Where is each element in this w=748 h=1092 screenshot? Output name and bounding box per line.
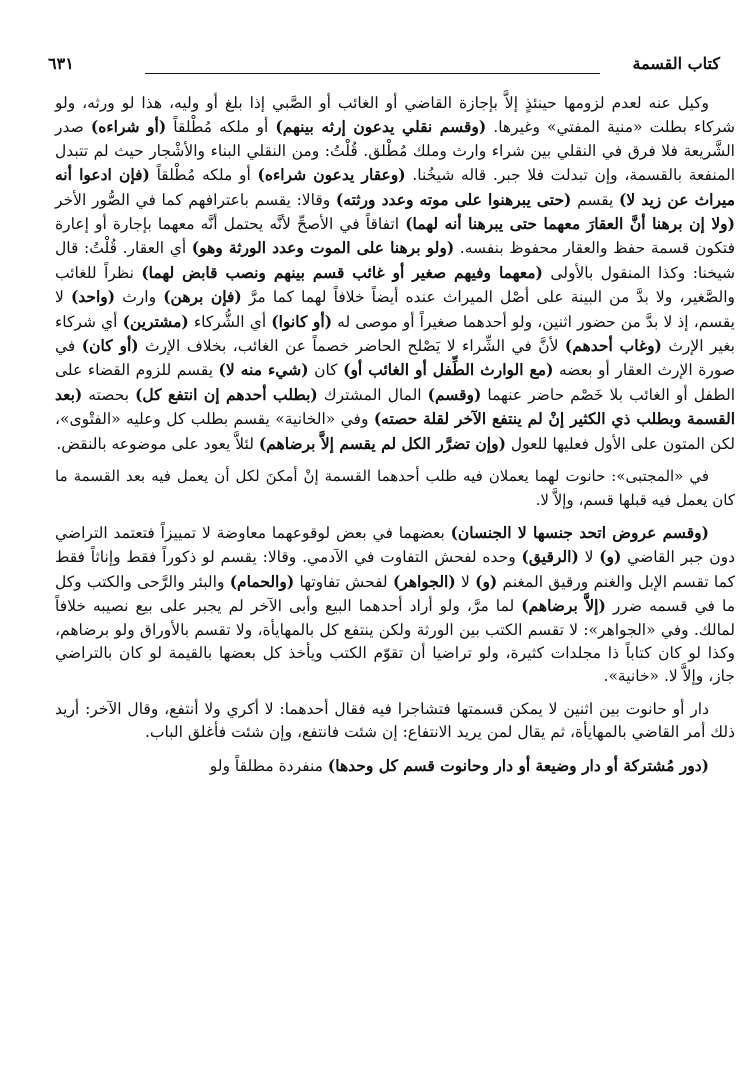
sharh-text: وفي «الخانية» يقسم بطلب كل وعليه «الفتْوى»، لكن المتون على الأول فعليها للعول [55, 410, 735, 453]
matn-bold-text: (وقسم عروض اتحد جنسها لا الجنسان) [450, 522, 709, 542]
matn-bold-text: (ولو برهنا على الموت وعدد الورثة وهو) [191, 238, 455, 258]
matn-bold-text: (بطلب أحدهم إن انتفع كل) [135, 384, 318, 404]
matn-bold-text: (الرقيق) [521, 547, 579, 567]
matn-bold-text: (حتى يبرهنوا على موته وعدد ورثته) [335, 189, 572, 209]
matn-bold-text: (إلاَّ برضاهم) [521, 596, 606, 616]
sharh-text: المال المشترك [317, 385, 428, 404]
sharh-text: يقسم [571, 190, 620, 209]
paragraph [55, 698, 735, 745]
sharh-text: دار أو حانوت بين اثنين لا يمكن قسمتها فتشاجرا فيه فقال أحدهما: لا أكري ولا أنتفع، وقال الآخر: أريد ذلك أمر القاضي بالمهايأة، ثم يقال لمن يريد الانتفاع: إن شئت فانتفع، وإن شئت فأغلق الباب. [55, 699, 735, 742]
sharh-text: منفردة مطلقاً ولو [209, 756, 328, 775]
sharh-text: لا [578, 548, 600, 567]
matn-bold-text: (وقسم) [427, 384, 482, 404]
matn-bold-text: (أو كانوا) [271, 311, 333, 331]
matn-bold-text: (أو كان) [81, 336, 139, 356]
sharh-text: لا [455, 572, 476, 591]
sharh-text: يقسم للزوم القضاء على الطفل أو الغائب بلا خَصْم حاضر عنهما [55, 361, 736, 404]
sharh-text: أو ملكه مُطْلقاً [149, 166, 258, 185]
paragraph [55, 521, 735, 689]
matn-bold-text: (وقسم نقلي يدعون إرثه بينهم) [275, 117, 487, 137]
sharh-text: أي شركاء بغير الإرث [55, 312, 735, 356]
sharh-text: والبئر والرَّحى والكتب وكل ما في قسمه ضرر [55, 572, 735, 616]
matn-bold-text: (شيء منه لا) [218, 360, 309, 380]
sharh-text: لفحش تفاوتها [294, 572, 393, 591]
matn-bold-text: (والحمام) [229, 571, 295, 591]
page-header [40, 50, 720, 84]
matn-bold-text: (الجواهر) [392, 571, 456, 591]
sharh-text: لئلاَّ يعود على موضوعه بالنقض. [56, 434, 259, 453]
sharh-text: أو ملكه مُطْلقاً [166, 118, 276, 137]
sharh-text: صدر الشَّريعة فلا فرق في النقلي بين شراء وارث وملك مُطْلق. قُلْتُ: ومن النقلي البناء والأشْجار حيث لم تتبدل المنفعة بالقسمة، وإن تبدلت فلا جبر. قاله شيخُنا. [55, 118, 736, 185]
matn-bold-text: (و) [599, 547, 622, 567]
sharh-text: بحصته [82, 385, 136, 404]
sharh-text: وكيل عنه لعدم لزومها حينئذٍ إلاَّ بإجازة القاضي أو الغائب أو الصَّبي إذا بلغ أو وليه، هذا لو ورثه، ولو شركاء بطلت «منية المفتي» وغيرها. [55, 94, 735, 137]
matn-bold-text: (و) [475, 571, 498, 591]
matn-bold-text: (مع الوارث الطِّفل أو الغائب أو) [343, 360, 554, 380]
sharh-text: أي العقار. قُلْتُ: قال شيخنا: وكذا المنقول بالأولى [55, 239, 735, 282]
sharh-text: في صورة الإرث العقار أو بعضه [55, 337, 735, 380]
sharh-text: نظراً للغائب والصَّغير، ولا بدَّ من البينة على أصْل الميراث عنده أيضاً خلافاً لهما كما مرَّ [55, 263, 735, 307]
sharh-text: في «المجتبى»: حانوت لهما يعملان فيه طلب أحدهما القسمة إنْ أمكنَ لكل أن يعمل فيه بعد القسمة ما كان يعمل فيه قبلها قسم، وإلاَّ لا. [55, 467, 735, 509]
sharh-text: لما مرَّ، ولو أراد أحدهما البيع وأبى الآخر لم يجبر على بيع نصيبه خلافاً لمالك. وفي «الجواهر»: لا تقسم الكتب بين الورثة ولكن ينتفع كل بالمهايأة، ولا تقسم بالأوراق ولو برضاهم، وكذا لو كان كتاباً ذا مجلدات كثيرة، ولو تراضيا أن تقوّم الكتب ويأخذ كل بعضها بالقيمة لو كان بالتراضي جاز، وإلاَّ لا. «خانية». [55, 597, 735, 686]
matn-bold-text: (وغاب أحدهم) [564, 336, 662, 356]
note-paragraph [55, 465, 735, 512]
sharh-text: وحده لفحش التفاوت في الآدمي. وقالا: يقسم لو ذكوراً فقط وإناثاً فقط كما تقسم الإبل والغنم ورقيق المغنم [55, 548, 735, 591]
page-body [55, 92, 735, 778]
sharh-text: لا يقسم، إذ لا بدَّ من حضور اثنين، ولو أحدهما صغيراً أو موصى له [55, 288, 735, 331]
sharh-text: وارث [115, 288, 164, 307]
matn-bold-text: (أو شراءه) [90, 117, 167, 137]
paragraph [55, 92, 735, 456]
sharh-text: كان [308, 361, 344, 380]
paragraph [55, 754, 735, 778]
sharh-text: اتفاقاً في الأصحِّ لأنَّه يحتمل أنَّه معهما بإجارة أو إعارة فتكون قسمة حفظ والعقار محفوظ بنفسه. [55, 215, 736, 258]
matn-bold-text: (دور مُشتركة أو دار وضيعة أو دار وحانوت قسم كل وحدها) [327, 755, 709, 775]
matn-bold-text: (فإن ادعوا أنه ميراث عن زيد لا) [55, 165, 736, 209]
matn-bold-text: (بعد القسمة وبطلب ذي الكثير إنْ لم ينتفع الآخر لقلة حصته) [55, 384, 736, 429]
matn-bold-text: (وإن تضرَّر الكل لم يقسم إلاَّ برضاهم) [258, 433, 506, 453]
sharh-text: لأنَّ في الشِّراء لا يَصْلح الحاضر خصماً عن الغائب، بخلاف الإرث [138, 337, 565, 356]
header-rule [145, 73, 600, 74]
chapter-title: كتاب القسمة [632, 54, 720, 73]
matn-bold-text: (فإن برهن) [163, 287, 242, 307]
matn-bold-text: (وعقار يدعون شراءه) [257, 165, 406, 185]
sharh-text: وقالا: يقسم باعترافهم كما في الصُّور الأخر [55, 190, 336, 209]
sharh-text: بعضهما في بعض لوقوعهما معاوضة لا تمييزاً فتعتمد التراضي دون جبر القاضي [55, 523, 735, 567]
matn-bold-text: (مشترين) [122, 311, 189, 331]
matn-bold-text: (واحد) [70, 287, 116, 307]
page-number: ٦٣١ [48, 54, 74, 73]
matn-bold-text: (معهما وفيهم صغير أو غائب قسم بينهم ونصب قابض لهما) [141, 262, 543, 282]
sharh-text: أي الشُّركاء [188, 312, 272, 331]
matn-bold-text: (ولا إن برهنا أنَّ العقارَ معهما حتى يبرهنا أنه لهما) [405, 214, 735, 234]
